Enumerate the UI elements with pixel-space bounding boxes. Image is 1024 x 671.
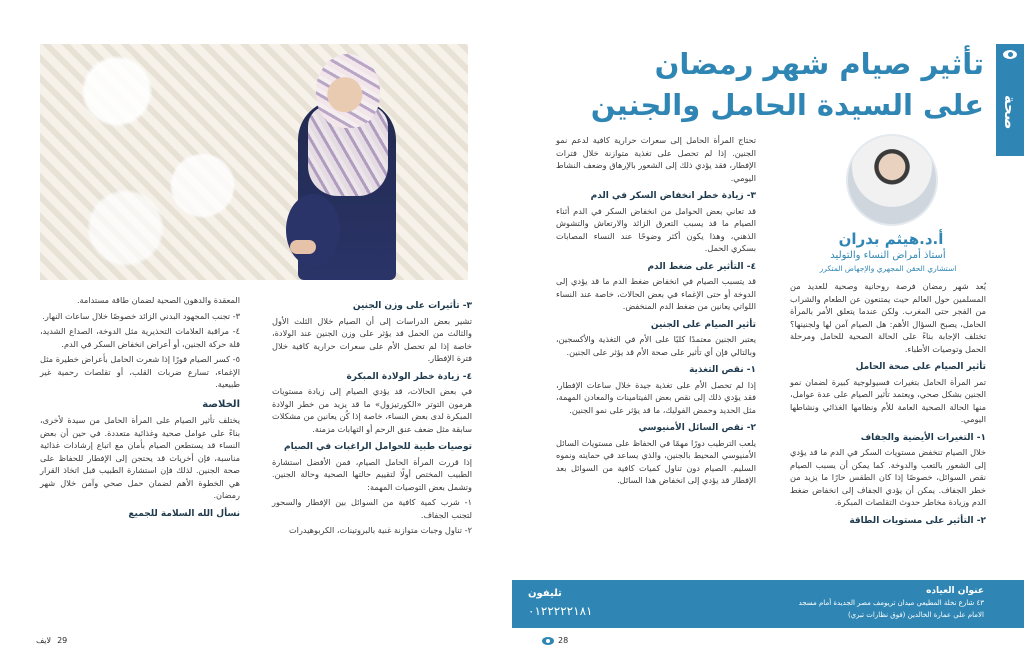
subheading: ٣- زيادة خطر انخفاض السكر في الدم <box>590 191 756 201</box>
eye-icon <box>542 637 554 645</box>
closing-line: نسأل الله السلامة للجميع <box>128 508 240 519</box>
subheading: ٢- التأثير على مستويات الطاقة <box>849 515 986 526</box>
conclusion-heading: الخلاصة <box>202 398 240 410</box>
intro-paragraph: يُعد شهر رمضان فرصة روحانية وصحية للعديد من المسلمين حول العالم حيث يمتنعون عن الطعام والشراب من الفجر حتى المغرب. ولكن عندما يتعلق الأمر بالمرأة الحامل، يصبح السؤال الأهم: هل الصيام آمن لها ولجنينها؟ تختلف الإجابة بناءً على الحالة الصحية للحامل ومرحلة الحمل وتوصيات الأطباء. <box>790 281 986 354</box>
left-page-column-1 <box>272 294 472 540</box>
list-item: ٢- تناول وجبات متوازنة غنية بالبروتينات، الكربوهيدرات <box>288 525 472 535</box>
paragraph: إذا لم تحصل الأم على تغذية جيدة خلال ساعات الإفطار، فقد يؤدي ذلك إلى نقص بعض الفيتامينات والمعادن المهمة، مثل الحديد وحمض الفوليك، ما قد يؤثر على نمو الجنين. <box>556 379 756 415</box>
headline-line-1: تأثير صيام شهر رمضان <box>654 47 984 81</box>
headline-line-2: على السيدة الحامل والجنين <box>590 88 984 122</box>
phone-title: تليفون <box>528 588 562 599</box>
author-subtitle: استشاري الحقن المجهري والإجهاض المتكرر <box>819 264 957 273</box>
page-footer-left <box>36 636 67 645</box>
address-line-1: ٤٣ شارع نخلة المطيعي ميدان تريومف مصر الجديدة أمام مسجد <box>798 599 984 607</box>
clinic-footer <box>512 580 1024 628</box>
phone-number: ٠١٢٢٢٢٢١٨١ <box>528 604 593 618</box>
page-number: 28 <box>558 636 569 645</box>
subheading: تأثير الصيام على صحة الحامل <box>855 362 986 372</box>
subheading: تأثير الصيام على الجنين <box>650 319 756 330</box>
page-footer-right <box>542 636 568 645</box>
subheading: ٤- زيادة خطر الولادة المبكرة <box>346 371 472 382</box>
paragraph: تشير بعض الدراسات إلى أن الصيام خلال الثلث الأول والثالث من الحمل قد يؤثر على وزن الجنين عند الولادة، خاصة إذا لم تحصل الأم على سعرات حرارية كافية خلال فترة الإفطار. <box>272 315 472 363</box>
magazine-name: لايف <box>36 636 52 645</box>
paragraph: خلال الصيام تنخفض مستويات السكر في الدم ما قد يؤدي إلى الشعور بالتعب والدوخة. كما يمكن أن يسبب الصيام نقص السوائل، خصوصًا إذا كان الطقس حارًا ما يزيد من خطر الجفاف. يمكن أن يؤدي الجفاف إلى انخفاض ضغط الدم وزيادة مخاطر حدوث التقلصات المبكرة. <box>790 447 986 507</box>
paragraph: إذا قررت المرأة الحامل الصيام، فمن الأفضل استشارة الطبيب المختص أولًا لتقييم حالتها الصحية وحالة الجنين. وتشمل بعض التوصيات المهمة: <box>272 456 472 492</box>
address-title: عنوان العياده <box>926 586 984 596</box>
paragraph: تمر المرأة الحامل بتغيرات فسيولوجية كبيرة لضمان نمو الجنين بشكل صحي، ويعتمد تأثير الصيام على عدة عوامل، منها الحالة الصحية العامة للأم ونظامها الغذائي ونشاطها اليومي. <box>790 376 986 424</box>
left-page-column-2 <box>40 294 240 523</box>
list-item: ١- شرب كمية كافية من السوائل بين الإفطار والسحور لتجنب الجفاف. <box>272 497 472 520</box>
eye-icon <box>1003 50 1017 59</box>
photo-figure-head <box>316 54 380 128</box>
section-tab <box>996 44 1024 156</box>
section-tab-label: صحة <box>1001 95 1019 130</box>
author-title: أستاذ أمراض النساء والتوليد <box>830 250 946 261</box>
list-item: ٥- كسر الصيام فورًا إذا شعرت الحامل بأعراض خطيرة مثل الإغماء، تسارع ضربات القلب، أو تقلصات رحمية غير طبيعية. <box>40 354 240 389</box>
right-page-column-2 <box>556 134 756 490</box>
paragraph: يختلف تأثير الصيام على المرأة الحامل من سيدة لأخرى، بناءً على عوامل صحية وغذائية متعددة. في حين أن بعض النساء قد يستطعن الصيام بأمان مع اتباع إرشادات غذائية مناسبة، فإن أخريات قد يحتجن إلى الإفطار للحفاظ على صحة الجنين. لذلك فإن استشارة الطبيب قبل اتخاذ القرار هي الخطوة الأهم لضمان حمل صحي وآمن خلال شهر رمضان. <box>40 415 240 500</box>
paragraph: تحتاج المرأة الحامل إلى سعرات حرارية كافية لدعم نمو الجنين. إذا لم تحصل على تغذية متوازنة خلال فترات الإفطار، فقد يؤدي ذلك إلى الشعور بالإرهاق وضعف النشاط اليومي. <box>556 135 756 183</box>
list-item: المعقدة والدهون الصحية لضمان طاقة مستدامة. <box>76 295 240 305</box>
paragraph: يعتبر الجنين معتمدًا كليًا على الأم في التغذية والأكسجين، وبالتالي فإن أي تأثير على صحة الأم قد يؤثر على الجنين. <box>556 334 756 357</box>
paragraph: قد يتسبب الصيام في انخفاض ضغط الدم ما قد يؤدي إلى الدوخة أو حتى الإغماء في بعض الحالات، خاصة عند النساء اللواتي يعانين من ضغط الدم المنخفض. <box>556 276 756 311</box>
address-line-2: الامام علي عمارة الخالدين (فوق نظارات تبري) <box>847 611 984 619</box>
author-photo <box>846 134 938 226</box>
author-name: أ.د.هيثم بدران <box>838 230 944 248</box>
subheading: ٤- التأثير على ضغط الدم <box>647 261 756 272</box>
paragraph: يلعب الترطيب دورًا مهمًا في الحفاظ على مستويات السائل الأمنيوسي المحيط بالجنين، والذي يساعد في حمايته ونموه السليم. الصيام دون تناول كميات كافية من السوائل بعد الإفطار قد يؤدي إلى انخفاض هذا السائل. <box>556 437 756 485</box>
subheading: توصيات طبية للحوامل الراغبات في الصيام <box>283 442 472 452</box>
subheading: ١- التغيرات الأيضية والجفاف <box>860 432 986 443</box>
pregnant-woman-photo <box>40 44 468 280</box>
right-page-column-1 <box>790 280 986 529</box>
list-item: ٣- تجنب المجهود البدني الزائد خصوصًا خلال ساعات النهار. <box>42 310 240 321</box>
photo-figure-hand <box>290 240 316 254</box>
subheading: ٢- نقص السائل الأمنيوسي <box>638 423 756 433</box>
subheading: ١- نقص التغذية <box>689 365 756 375</box>
page-number: 29 <box>57 636 68 645</box>
list-item: ٤- مراقبة العلامات التحذيرية مثل الدوخة، الصداع الشديد، قلة حركة الجنين، أو أعراض انخفاض السكر في الدم. <box>40 326 240 349</box>
article-headline <box>544 44 984 126</box>
photo-figure-bump <box>286 194 340 266</box>
right-page <box>512 0 1024 671</box>
paragraph: قد تعاني بعض الحوامل من انخفاض السكر في الدم أثناء الصيام ما قد يسبب التعرق الزائد والارتعاش والتشوش الذهني، وهذا يكون أكثر وضوحًا عند النساء المصابات بسكري الحمل. <box>556 205 756 253</box>
paragraph: في بعض الحالات، قد يؤدي الصيام إلى زيادة مستويات هرمون التوتر «الكورتيزول» ما قد يزيد من خطر الولادة المبكرة لدى بعض النساء، خاصة إذا كُن يعانين من مشكلات سابقة مثل ضعف عنق الرحم أو التهابات مزمنة. <box>272 386 472 434</box>
subheading: ٣- تأثيرات على وزن الجنين <box>352 301 472 311</box>
